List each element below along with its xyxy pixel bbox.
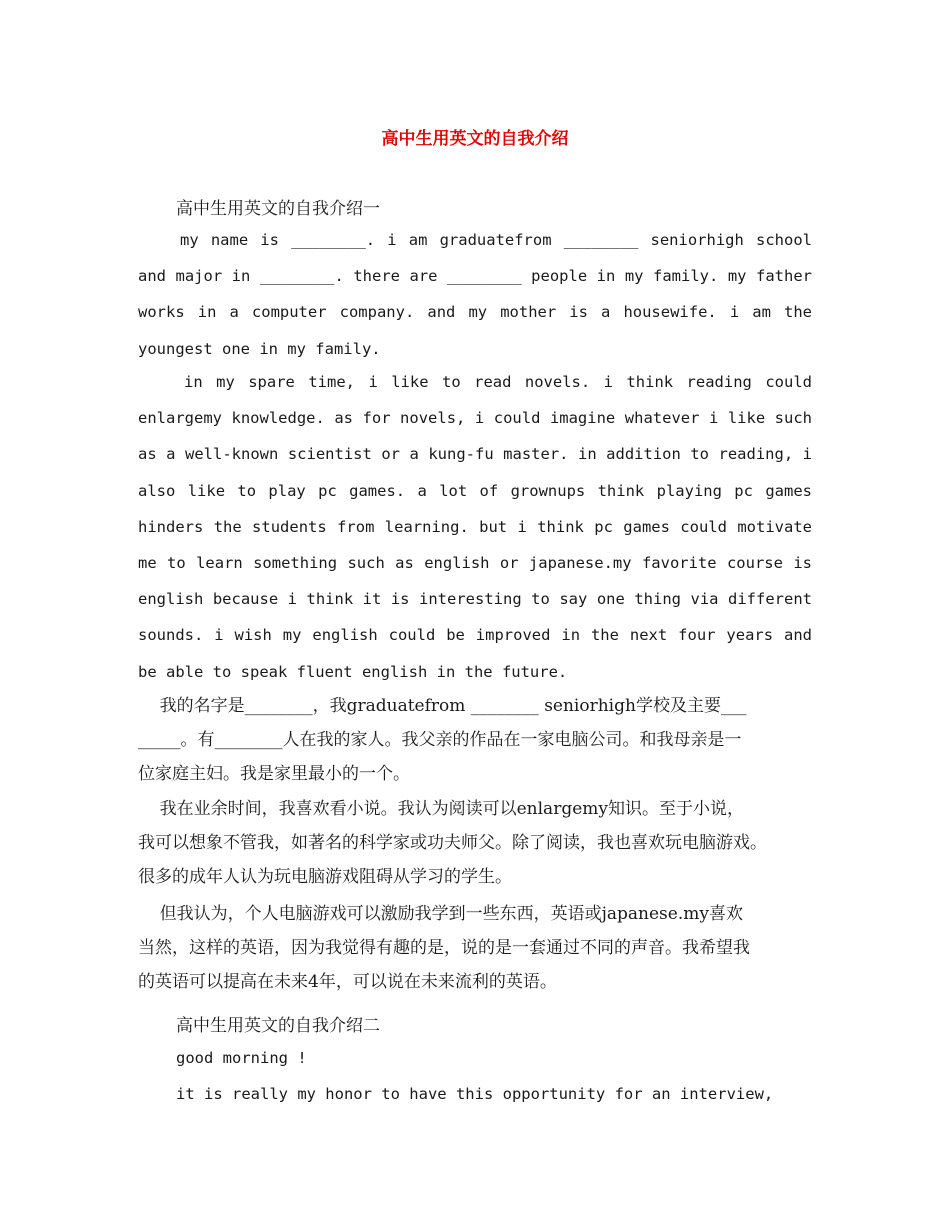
text-line: 我可以想象不管我，如著名的科学家或功夫师父。除了阅读，我也喜欢玩电脑游戏。 — [138, 833, 767, 853]
text-line: and major in ________. there are ________ people in my family. my father — [138, 267, 812, 286]
text-line: works in a computer company. and my mother is a housewife. i am the — [138, 303, 812, 322]
text-line: 的英语可以提高在未来4年，可以说在未来流利的英语。 — [138, 972, 557, 992]
text-line: 我的名字是________，我graduatefrom ________ seniorhigh学校及主要___ — [138, 696, 747, 716]
english-paragraph-2 — [138, 364, 812, 690]
document-title: 高中生用英文的自我介绍 — [381, 129, 569, 149]
text-line: sounds. i wish my english could be improved in the next four years and — [138, 626, 812, 645]
text-line: hinders the students from learning. but i think pc games could motivate — [138, 517, 812, 536]
chinese-paragraph-2 — [138, 792, 812, 894]
chinese-paragraph-1 — [138, 689, 812, 791]
text-line: good morning ! — [176, 1049, 307, 1067]
text-line: 我在业余时间，我喜欢看小说。我认为阅读可以enlargemy知识。至于小说， — [138, 799, 744, 819]
english-paragraph-1 — [138, 222, 812, 367]
text-line: youngest one in my family. — [138, 339, 381, 358]
text-line: also like to play pc games. a lot of grownups think playing pc games — [138, 481, 812, 500]
section1-heading: 高中生用英文的自我介绍一 — [176, 199, 380, 219]
section2-heading: 高中生用英文的自我介绍二 — [176, 1016, 380, 1036]
text-line: 当然，这样的英语，因为我觉得有趣的是，说的是一套通过不同的声音。我希望我 — [138, 938, 750, 958]
chinese-paragraph-3 — [138, 897, 812, 999]
text-line: _____。有________人在我的家人。我父亲的作品在一家电脑公司。和我母亲是一 — [138, 730, 742, 750]
text-line: 位家庭主妇。我是家里最小的一个。 — [138, 764, 410, 784]
text-line: enlargemy knowledge. as for novels, i could imagine whatever i like such — [138, 409, 812, 428]
text-line: 但我认为，个人电脑游戏可以激励我学到一些东西，英语或japanese.my喜欢 — [138, 904, 743, 924]
english-paragraph-3 — [176, 1040, 816, 1112]
text-line: it is really my honor to have this opportunity for an interview, — [176, 1085, 774, 1104]
text-line: 很多的成年人认为玩电脑游戏阻碍从学习的学生。 — [138, 867, 512, 887]
text-line: english because i think it is interesting to say one thing via different — [138, 590, 812, 609]
text-line: be able to speak fluent english in the future. — [138, 662, 568, 681]
text-line: my name is ________. i am graduatefrom ________ seniorhigh school — [180, 231, 812, 249]
text-line: as a well-known scientist or a kung-fu master. in addition to reading, i — [138, 445, 812, 464]
text-line: in my spare time, i like to read novels. i think reading could — [184, 373, 812, 391]
text-line: me to learn something such as english or japanese.my favorite course is — [138, 553, 812, 572]
